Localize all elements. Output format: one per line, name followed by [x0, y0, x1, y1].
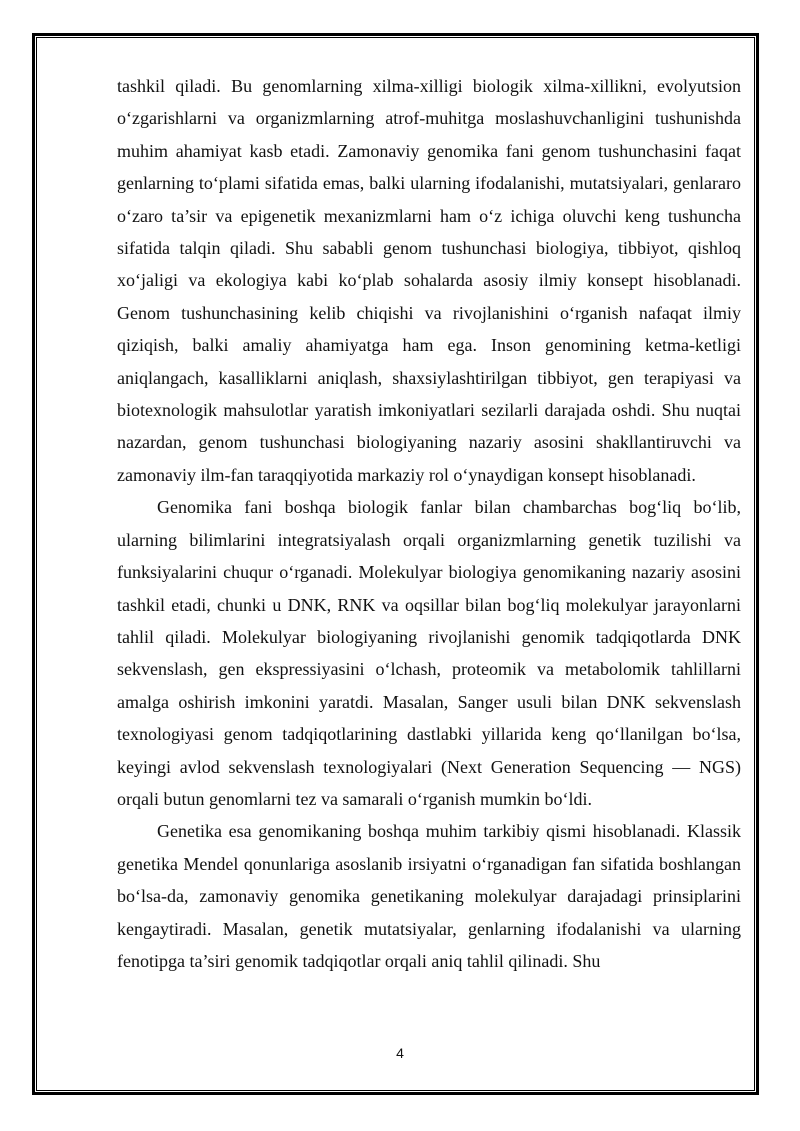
page-number: 4: [396, 1045, 404, 1061]
paragraph-2: Genomika fani boshqa biologik fanlar bilan chambarchas bog‘liq bo‘lib, ularning bilimlarini integratsiyalash orqali organizmlarning genetik tuzilishi va funksiyalarini chuqur o‘rganadi. Molekulyar biologiya genomikaning nazariy asosini tashkil etadi, chunki u DNK, RNK va oqsillar bilan bog‘liq molekulyar jarayonlarni tahlil qiladi. Molekulyar biologiyaning rivojlanishi genomik tadqiqotlarda DNK sekvenslash, gen ekspressiyasini o‘lchash, proteomik va metabolomik tahlillarni amalga oshirish imkonini yaratdi. Masalan, Sanger usuli bilan DNK sekvenslash texnologiyasi genom tadqiqotlarining dastlabki yillarida keng qo‘llanilgan bo‘lsa, keyingi avlod sekvenslash texnologiyalari (Next Generation Sequencing — NGS) orqali butun genomlarni tez va samarali o‘rganish mumkin bo‘ldi.: [117, 497, 741, 809]
paragraph-3: Genetika esa genomikaning boshqa muhim tarkibiy qismi hisoblanadi. Klassik genetika Mendel qonunlariga asoslanib irsiyatni o‘rganadigan fan sifatida boshlangan bo‘lsa-da, zamonaviy genomika genetikaning molekulyar darajadagi prinsiplarini kengaytiradi. Masalan, genetik mutatsiyalar, genlarning ifodalanishi va ularning fenotipga ta’siri genomik tadqiqotlar orqali aniq tahlil qilinadi. Shu: [117, 821, 741, 971]
document-body: [117, 70, 741, 977]
paragraph-1: tashkil qiladi. Bu genomlarning xilma-xilligi biologik xilma-xillikni, evolyutsion o‘zgarishlarni va organizmlarning atrof-muhitga moslashuvchanligini tushunishda muhim ahamiyat kasb etadi. Zamonaviy genomika fani genom tushunchasini faqat genlarning to‘plami sifatida emas, balki ularning ifodalanishi, mutatsiyalari, genlararo o‘zaro ta’sir va epigenetik mexanizmlarni ham o‘z ichiga oluvchi keng tushuncha sifatida talqin qiladi. Shu sababli genom tushunchasi biologiya, tibbiyot, qishloq xo‘jaligi va ekologiya kabi ko‘plab sohalarda asosiy ilmiy konsept hisoblanadi. Genom tushunchasining kelib chiqishi va rivojlanishini o‘rganish nafaqat ilmiy qiziqish, balki amaliy ahamiyatga ham ega. Inson genomining ketma-ketligi aniqlangach, kasalliklarni aniqlash, shaxsiylashtirilgan tibbiyot, gen terapiyasi va biotexnologik mahsulotlar yaratish imkoniyatlari sezilarli darajada oshdi. Shu nuqtai nazardan, genom tushunchasi biologiyaning nazariy asosini shakllantiruvchi va zamonaviy ilm-fan taraqqiyotida markaziy rol o‘ynaydigan konsept hisoblanadi.: [117, 76, 741, 485]
